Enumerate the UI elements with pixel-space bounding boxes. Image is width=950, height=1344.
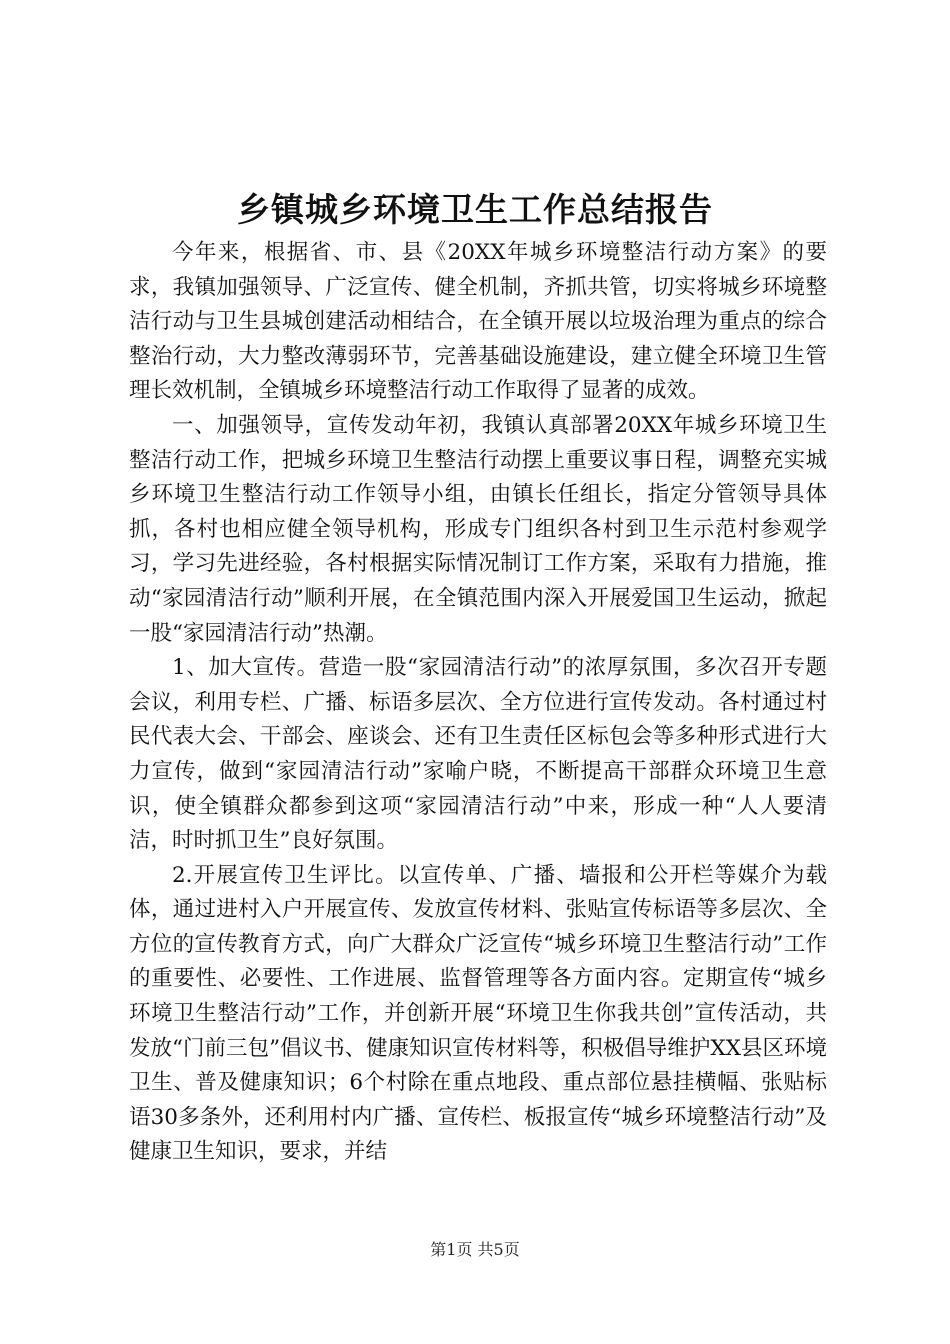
document-body — [129, 236, 827, 1170]
paragraph-intro: 今年来，根据省、市、县《20XX年城乡环境整洁行动方案》的要求，我镇加强领导、广泛宣传、健全机制，齐抓共管，切实将城乡环境整洁行动与卫生县城创建活动相结合，在全镇开展以垃圾治理为重点的综合整治行动，大力整改薄弱环节，完善基础设施建设，建立健全环境卫生管理长效机制，全镇城乡环境整洁行动工作取得了显著的成效。 — [129, 240, 827, 404]
page-number-footer: 第1页 共5页 — [430, 1240, 520, 1259]
paragraph-item-two: 2.开展宣传卫生评比。以宣传单、广播、墙报和公开栏等媒介为载体，通过进村入户开展宣传、发放宣传材料、张贴宣传标语等多层次、全方位的宣传教育方式，向广大群众广泛宣传“城乡环境卫生整洁行动”工作的重要性、必要性、工作进展、监督管理等各方面内容。定期宣传“城乡环境卫生整洁行动”工作，并创新开展“环境卫生你我共创”宣传活动，共发放“门前三包”倡议书、健康知识宣传材料等，积极倡导维护XX县区环境卫生、普及健康知识；6个村除在重点地段、重点部位悬挂横幅、张贴标语30多条外，还利用村内广播、宣传栏、板报宣传“城乡环境整洁行动”及健康卫生知识，要求，并结 — [129, 862, 827, 1165]
paragraph-section-one: 一、加强领导，宣传发动年初，我镇认真部署20XX年城乡环境卫生整洁行动工作，把城乡环境卫生整洁行动摆上重要议事日程，调整充实城乡环境卫生整洁行动工作领导小组，由镇长任组长，指定分管领导具体抓，各村也相应健全领导机构，形成专门组织各村到卫生示范村参观学习，学习先进经验，各村根据实际情况制订工作方案，采取有力措施，推动“家园清洁行动”顺利开展，在全镇范围内深入开展爱国卫生运动，掀起一股“家园清洁行动”热潮。 — [129, 412, 827, 646]
document-title: 乡镇城乡环境卫生工作总结报告 — [237, 190, 713, 229]
paragraph-item-one: 1、加大宣传。营造一股“家园清洁行动”的浓厚氛围，多次召开专题会议，利用专栏、广播、标语多层次、全方位进行宣传发动。各村通过村民代表大会、干部会、座谈会、还有卫生责任区标包会等多种形式进行大力宣传，做到“家园清洁行动”家喻户晓，不断提高干部群众环境卫生意识，使全镇群众都参到这项“家园清洁行动”中来，形成一种“人人要清洁，时时抓卫生”良好氛围。 — [129, 655, 827, 854]
